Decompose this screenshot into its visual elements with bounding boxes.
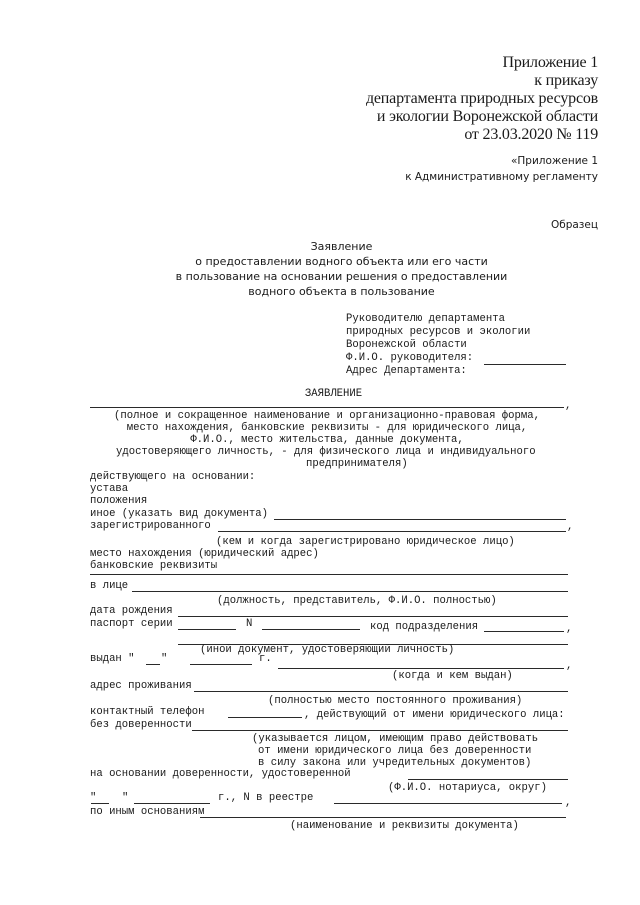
department-address-label: Адрес Департамента: xyxy=(346,365,467,377)
passport-number-field[interactable] xyxy=(262,629,360,630)
passport-series-label: паспорт серии xyxy=(90,618,173,630)
form-heading: ЗАЯВЛЕНИЕ xyxy=(304,388,363,400)
notary-hint: (Ф.И.О. нотариуса, округ) xyxy=(388,782,547,794)
division-code-field[interactable] xyxy=(484,631,564,632)
bank-details-label: банковские реквизиты xyxy=(90,560,218,572)
appendix-department-cont: и экологии Воронежской области xyxy=(376,108,598,125)
phone-label: контактный телефон xyxy=(90,706,205,718)
close-quote: " xyxy=(122,792,129,804)
passport-series-field[interactable] xyxy=(178,629,236,630)
issued-by-hint: (когда и кем выдан) xyxy=(392,670,513,682)
registered-field[interactable] xyxy=(218,531,566,532)
in-person-field[interactable] xyxy=(132,591,568,592)
no-power-hint-2: от имени юридического лица без доверенности xyxy=(258,745,532,757)
power-day-field[interactable] xyxy=(91,803,109,804)
title-line-1: Заявление xyxy=(310,240,373,253)
applicant-hint-3: Ф.И.О., место жительства, данные документа, xyxy=(190,434,464,446)
registry-number-field[interactable] xyxy=(334,803,562,804)
power-month-field[interactable] xyxy=(134,803,210,804)
residence-field[interactable] xyxy=(194,691,568,692)
addressee-line-2: природных ресурсов и экологии xyxy=(346,326,531,338)
issued-by-field[interactable] xyxy=(278,668,564,669)
bank-details-field[interactable] xyxy=(90,574,568,575)
comma: , xyxy=(566,623,573,635)
no-power-field[interactable] xyxy=(192,730,568,731)
director-name-field[interactable] xyxy=(484,364,566,365)
acting-basis-label: действующего на основании: xyxy=(90,471,256,483)
other-grounds-label: по иным основаниям xyxy=(90,806,205,818)
title-line-4: водного объекта в пользование xyxy=(248,285,435,298)
applicant-hint-2: место нахождения, банковские реквизиты - для юридического лица, xyxy=(126,422,528,434)
director-name-label: Ф.И.О. руководителя: xyxy=(346,352,474,364)
comma: , xyxy=(567,521,574,533)
no-power-hint-1: (указывается лицом, имеющим право действовать xyxy=(252,733,539,745)
quote-mark: " xyxy=(161,653,168,665)
residence-label: адрес проживания xyxy=(90,680,192,692)
option-other-doc: иное (указать вид документа) xyxy=(90,508,269,520)
title-line-3: в пользование на основании решения о предоставлении xyxy=(175,270,508,283)
in-person-hint: (должность, представитель, Ф.И.О. полностью) xyxy=(217,595,497,607)
passport-number-label: N xyxy=(246,618,253,630)
title-line-2: о предоставлении водного объекта или его части xyxy=(195,255,488,268)
comma: , xyxy=(565,400,572,412)
acting-for-entity-label: , действующий от имени юридического лица: xyxy=(304,709,565,721)
addressee-line-1: Руководителю департамента xyxy=(346,313,505,325)
other-grounds-hint: (наименование и реквизиты документа) xyxy=(290,820,519,832)
no-power-hint-3: в силу закона или учредительных документов) xyxy=(258,757,532,769)
other-grounds-field[interactable] xyxy=(200,817,566,818)
regulation-line-1: «Приложение 1 xyxy=(510,155,598,167)
phone-field[interactable] xyxy=(228,717,302,718)
issued-day-field[interactable] xyxy=(146,664,160,665)
registered-label: зарегистрированного xyxy=(90,520,211,532)
appendix-order-ref: к приказу xyxy=(534,72,598,89)
appendix-order-date: от 23.03.2020 № 119 xyxy=(464,126,598,143)
by-power-label: на основании доверенности, удостоверенной xyxy=(90,768,351,780)
notary-field[interactable] xyxy=(408,779,568,780)
open-quote: " xyxy=(90,792,97,804)
birth-date-label: дата рождения xyxy=(90,605,173,617)
registry-label: г., N в реестре xyxy=(218,792,314,804)
location-label: место нахождения (юридический адрес) xyxy=(90,548,319,560)
option-regulation[interactable]: положения xyxy=(90,495,148,507)
applicant-name-field[interactable] xyxy=(90,407,564,408)
applicant-hint-4: удостоверяющего личность, - для физического лица и индивидуального xyxy=(116,446,536,458)
birth-date-field[interactable] xyxy=(178,616,568,617)
appendix-title: Приложение 1 xyxy=(502,54,598,71)
sample-label: Образец xyxy=(550,219,598,231)
no-power-label: без доверенности xyxy=(90,719,192,731)
division-code-label: код подразделения xyxy=(370,621,479,633)
residence-hint: (полностью место постоянного проживания) xyxy=(268,695,523,707)
other-doc-id-hint: (иной документ, удостоверяющий личность) xyxy=(200,644,455,656)
regulation-line-2: к Административному регламенту xyxy=(405,171,598,183)
appendix-department: департамента природных ресурсов xyxy=(365,90,598,107)
issued-label: выдан " xyxy=(90,653,135,665)
issued-year-suffix: г. xyxy=(259,653,272,665)
applicant-hint-5: предпринимателя) xyxy=(306,458,408,470)
registered-hint: (кем и когда зарегистрировано юридическое лицо) xyxy=(216,536,515,548)
applicant-hint-1: (полное и сокращенное наименование и организационно-правовая форма, xyxy=(114,410,540,422)
addressee-line-3: Воронежской области xyxy=(346,339,467,351)
other-doc-field[interactable] xyxy=(274,519,566,520)
option-charter[interactable]: устава xyxy=(90,483,129,495)
comma: , xyxy=(566,660,573,672)
comma: , xyxy=(565,797,572,809)
in-person-label: в лице xyxy=(90,580,129,592)
issued-month-field[interactable] xyxy=(190,664,252,665)
